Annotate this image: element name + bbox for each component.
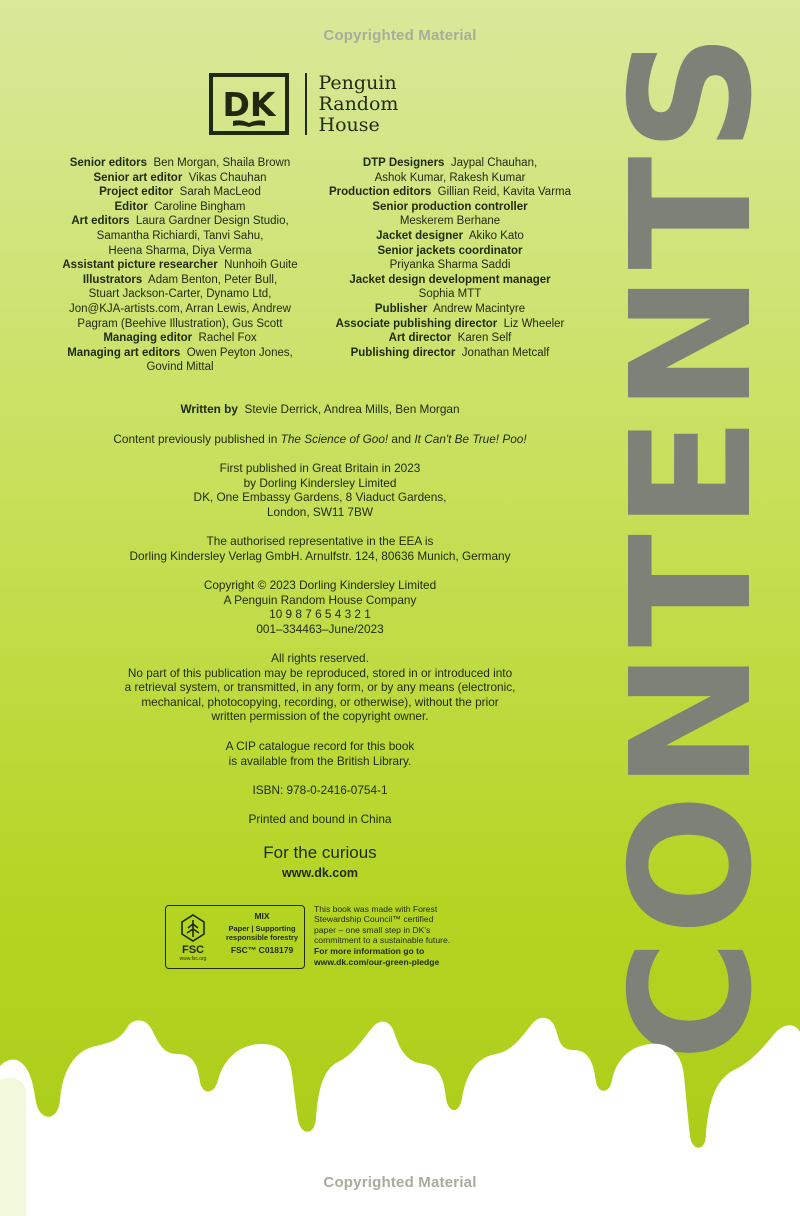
publisher-logo <box>209 73 398 135</box>
watermark-bottom: Copyrighted Material <box>323 1174 477 1191</box>
fsc-url: www.fsc.org <box>179 955 207 962</box>
fsc-code: FSC™ C018179 <box>230 945 294 955</box>
credits-left-column <box>40 156 320 375</box>
credit-line: Stuart Jackson-Carter, Dynamo Ltd, <box>88 288 272 301</box>
credit-line: Art editors Laura Gardner Design Studio, <box>71 215 289 228</box>
eea-representative: The authorised representative in the EEA is Dorling Kindersley Verlag GmbH. Arnulfstr. 124, 80636 Munich, Germany <box>129 534 511 563</box>
credit-line: Production editors Gillian Reid, Kavita Varma <box>329 186 571 199</box>
credit-line: Managing editor Rachel Fox <box>103 332 257 345</box>
isbn: ISBN: 978-0-2416-0754-1 <box>252 783 388 797</box>
rights-notice: All rights reserved. No part of this publication may be reproduced, stored in or introduced into a retrieval system, or transmitted, in any form, or by any means (electronic, mechanical, photocopying, recording, or otherwise), without the prior written permission of the copyright owner. <box>124 651 516 724</box>
watermark-top: Copyrighted Material <box>323 27 477 44</box>
fsc-paper-line: Paper | Supporting <box>228 924 296 933</box>
credit-line: Editor Caroline Bingham <box>114 200 246 213</box>
credit-line: Assistant picture researcher Nunhoih Guite <box>62 259 298 272</box>
credit-line: Jon@KJA-artists.com, Arran Lewis, Andrew <box>69 302 291 315</box>
fsc-logo <box>166 906 220 968</box>
credit-line: Art director Karen Self <box>388 332 512 345</box>
fsc-label <box>165 905 305 969</box>
copyright-notice: Copyright © 2023 Dorling Kindersley Limited A Penguin Random House Company 10 9 8 7 6 5 4 3 2 1 001–334463–June/2023 <box>203 578 437 636</box>
credit-line: Illustrators Adam Benton, Peter Bull, <box>82 273 278 286</box>
credit-line: Jacket design development manager <box>349 273 551 286</box>
prh-line: Penguin <box>318 71 397 94</box>
credit-line: DTP Designers Jaypal Chauhan, <box>362 157 538 169</box>
credit-line: Jacket designer Akiko Kato <box>376 229 524 242</box>
credit-line: Ashok Kumar, Rakesh Kumar <box>374 171 526 184</box>
printed-in: Printed and bound in China <box>248 812 392 826</box>
credit-line: Senior production controller <box>372 200 528 213</box>
contents-side-title: CONTENTS <box>596 28 789 1062</box>
written-by: Written by Stevie Derrick, Andrea Mills, Ben Morgan <box>180 402 460 416</box>
credit-line: Govind Mittal <box>146 361 214 374</box>
fsc-paper-line: responsible forestry <box>225 933 299 942</box>
credit-line: Publisher Andrew Macintyre <box>374 302 526 315</box>
credit-line: Associate publishing director Liz Wheeler <box>335 317 565 330</box>
credit-line: Heena Sharma, Diya Verma <box>108 244 252 257</box>
first-published: First published in Great Britain in 2023 by Dorling Kindersley Limited DK, One Embassy Gardens, 8 Viaduct Gardens, London, SW11 7BW <box>193 461 447 519</box>
fsc-wordmark: FSC <box>182 943 204 956</box>
open-book-icon <box>232 120 266 127</box>
penguin-random-house-wordmark <box>319 73 399 136</box>
credit-line: Senior jackets coordinator <box>377 244 523 257</box>
logo-divider <box>305 73 307 135</box>
credit-line: Sophia MTT <box>418 288 482 301</box>
fsc-tree-icon <box>178 913 208 943</box>
cip-record: A CIP catalogue record for this book is available from the British Library. <box>225 739 415 768</box>
credit-line: Senior editors Ben Morgan, Shaila Brown <box>69 157 291 169</box>
green-pledge-note: This book was made with Forest Stewardship Council™ certified paper – one small step in DK's commitment to a sustainable future. For more information go to www.dk.com/our-green-pledge <box>314 904 489 968</box>
credits-right-column <box>315 156 585 360</box>
credit-line: Priyanka Sharma Saddi <box>389 259 511 272</box>
credit-line: Publishing director Jonathan Metcalf <box>350 346 550 359</box>
tagline: For the curious <box>263 843 377 862</box>
prh-line: Random <box>318 92 399 115</box>
fsc-text <box>220 906 304 968</box>
green-pledge-link[interactable]: www.dk.com/our-green-pledge <box>314 957 440 968</box>
fsc-mix: MIX <box>254 911 270 921</box>
website-link[interactable]: www.dk.com <box>282 866 358 880</box>
previously-published: Content previously published in The Science of Goo! and It Can't Be True! Poo! <box>113 432 527 446</box>
dk-logo <box>209 73 289 135</box>
credit-line: Pagram (Beehive Illustration), Gus Scott <box>77 317 283 330</box>
dk-logo-text: DK <box>222 84 276 124</box>
credit-line: Senior art editor Vikas Chauhan <box>93 171 267 184</box>
credit-line: Samantha Richiardi, Tanvi Sahu, <box>96 229 264 242</box>
credit-line: Meskerem Berhane <box>399 215 501 228</box>
credit-line: Project editor Sarah MacLeod <box>99 186 261 199</box>
prh-line: House <box>318 113 380 136</box>
credit-line: Managing art editors Owen Peyton Jones, <box>67 346 293 359</box>
